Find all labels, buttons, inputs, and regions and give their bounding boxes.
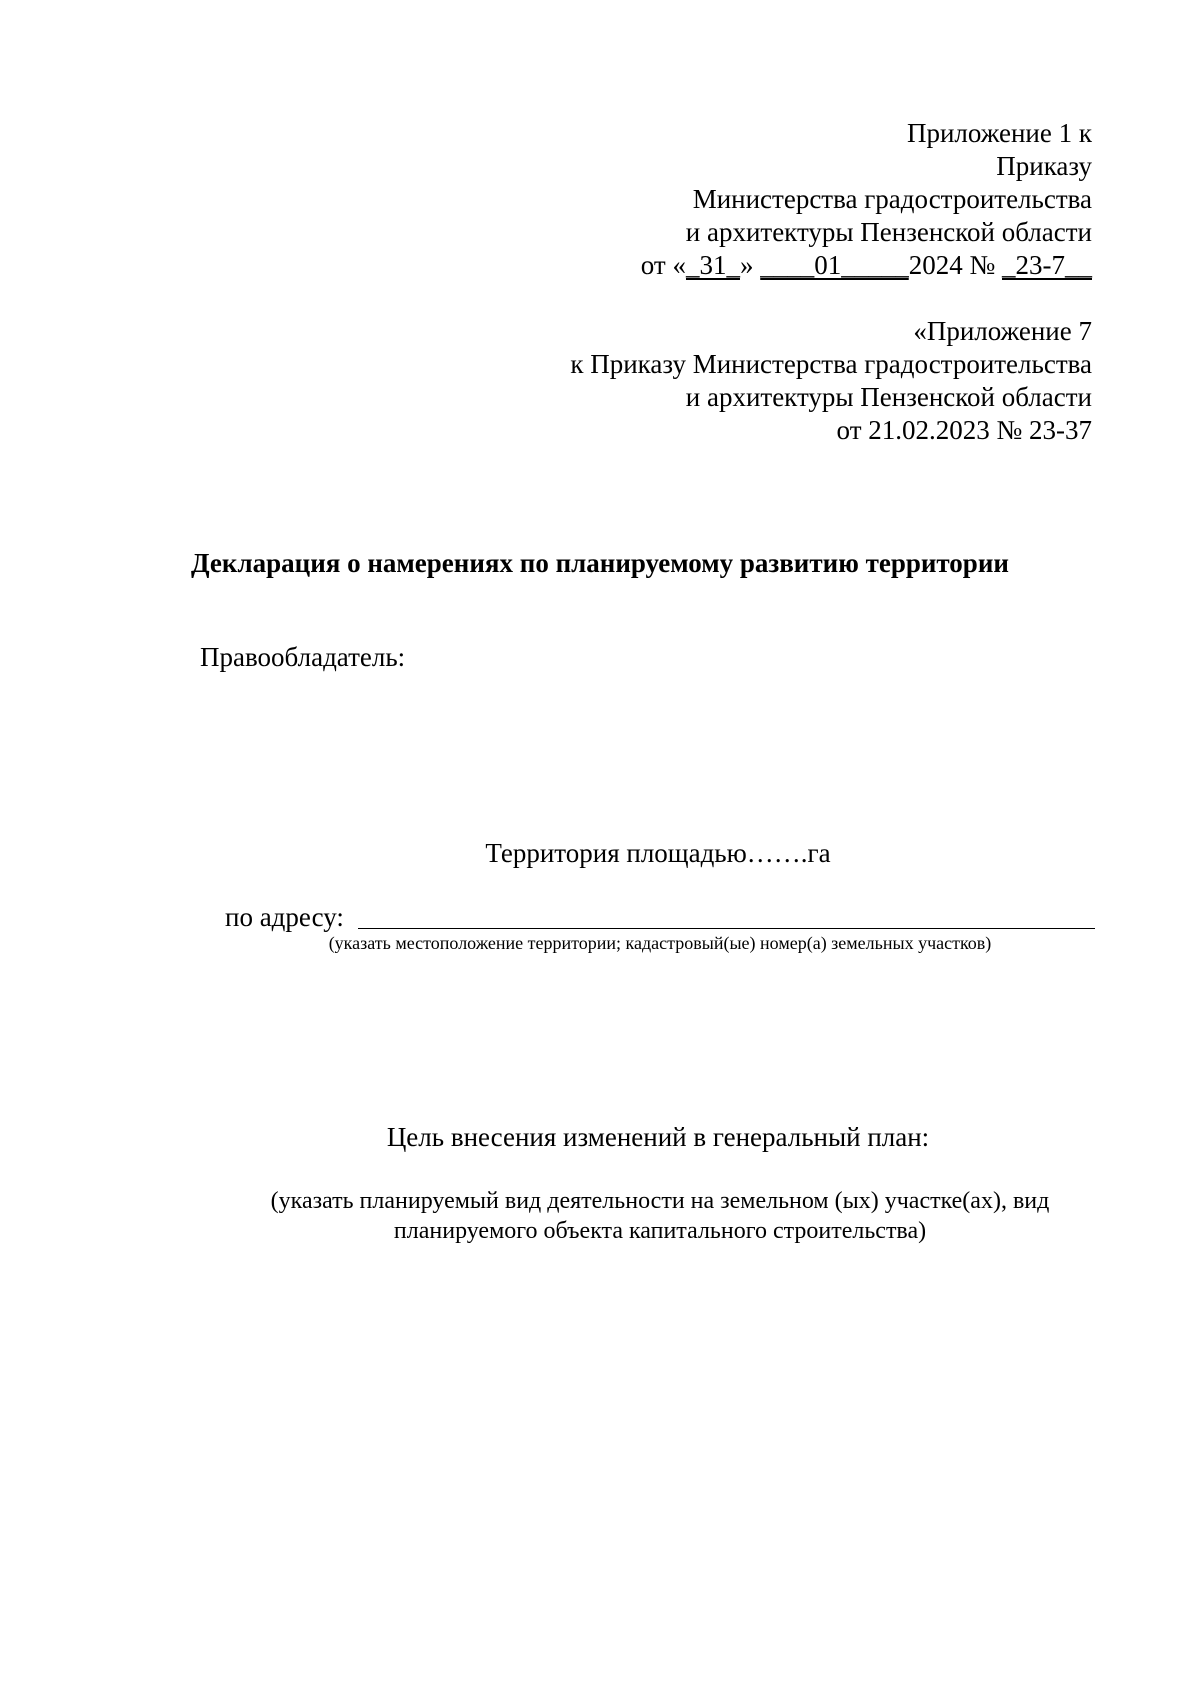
appendix1-date-line [641,252,1092,279]
date-day: _31_ [685,250,740,280]
appendix1-line2: Приказу [996,151,1092,181]
address-label: по адресу: [225,902,344,932]
appendix1-line1: Приложение 1 к [906,118,1092,148]
address-blank-line [358,928,1095,929]
appendix1-line4: и архитектуры Пензенской области [685,217,1092,247]
goal-hint-line2: планируемого объекта капитального строительства) [393,1218,927,1244]
territory-area-label: Территория площадью…….га [485,838,831,868]
order-number: _23-7__ [1002,250,1092,280]
appendix7-line3: и архитектуры Пензенской области [685,382,1092,412]
document-title: Декларация о намерениях по планируемому развитию территории [191,548,1009,578]
appendix1-line3: Министерства градостроительства [692,184,1092,214]
appendix7-line4: от 21.02.2023 № 23-37 [836,415,1092,445]
date-prefix: от « [640,250,686,280]
date-mid: » [739,250,761,280]
address-row [225,902,1095,932]
goal-label: Цель внесения изменений в генеральный план: [386,1122,930,1152]
appendix7-line2: к Приказу Министерства градостроительства [570,349,1092,379]
appendix7-line1: «Приложение 7 [913,316,1092,346]
date-year: 2024 № [908,250,1002,280]
date-month: ____01_____ [760,250,909,280]
goal-hint [200,1186,1120,1246]
goal-hint-line1: (указать планируемый вид деятельности на земельном (ых) участке(ах), вид [270,1188,1050,1214]
owner-label: Правообладатель: [200,642,406,672]
address-hint: (указать местоположение территории; кадастровый(ые) номер(а) земельных участков) [328,933,992,953]
